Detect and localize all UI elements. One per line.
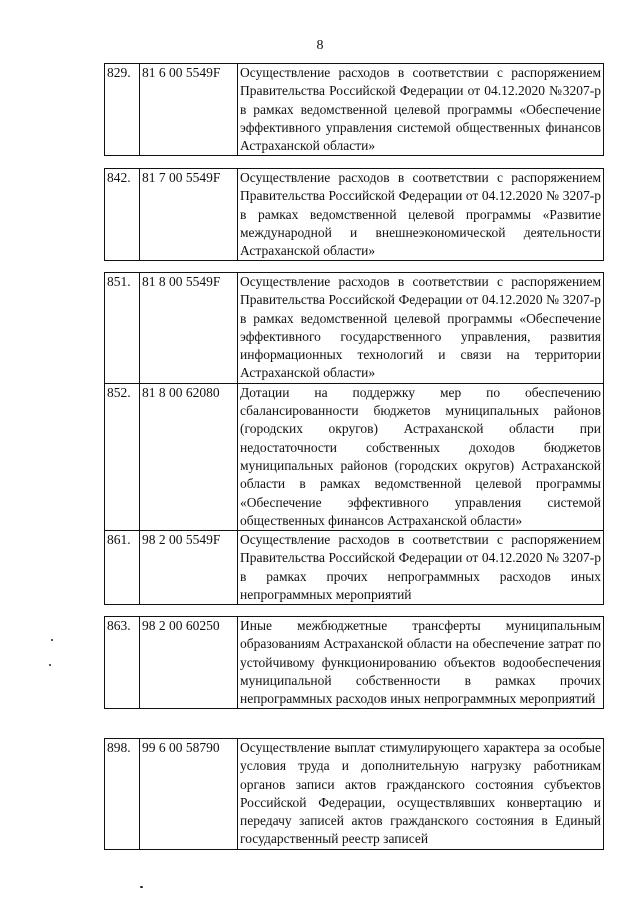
table-row xyxy=(105,617,604,709)
budget-table xyxy=(104,168,604,261)
budget-table xyxy=(104,530,604,605)
scan-speck xyxy=(49,664,51,666)
row-number: 852. xyxy=(105,383,140,530)
classification-code: 81 8 00 62080 xyxy=(140,383,238,530)
budget-table xyxy=(104,63,604,156)
row-number: 842. xyxy=(105,169,140,261)
page-number: 8 xyxy=(316,38,324,53)
table-row xyxy=(105,383,604,530)
row-number: 861. xyxy=(105,531,140,605)
budget-table xyxy=(104,738,604,850)
row-number: 863. xyxy=(105,617,140,709)
expense-description: Дотации на поддержку мер по обеспечению сбалансированности бюджетов муниципальных районов (городских округов) Астраханской области при недостаточности собственных доходов бюджетов муниципальных районов (городских округов) Астраханской области в рамках ведомственной целевой программы «Обеспечение эффективного управления системой общественных финансов Астраханской области» xyxy=(238,383,604,530)
classification-code: 98 2 00 5549F xyxy=(140,531,238,605)
expense-description: Осуществление расходов в соответствии с распоряжением Правительства Российской Федерации от 04.12.2020 № 3207-р в рамках ведомственной целевой программы «Обеспечение эффективного государственного управления, развития информационных технологий и связи на территории Астраханской области» xyxy=(238,273,604,384)
budget-table xyxy=(104,272,604,531)
classification-code: 81 8 00 5549F xyxy=(140,273,238,384)
budget-table xyxy=(104,616,604,709)
row-number: 851. xyxy=(105,273,140,384)
expense-description: Осуществление расходов в соответствии с распоряжением Правительства Российской Федерации от 04.12.2020 № 3207-р в рамках ведомственной целевой программы «Развитие международной и внешнеэкономической деятельности Астраханской области» xyxy=(238,169,604,261)
row-number: 829. xyxy=(105,64,140,156)
classification-code: 81 6 00 5549F xyxy=(140,64,238,156)
table-row xyxy=(105,739,604,850)
expense-description: Осуществление расходов в соответствии с распоряжением Правительства Российской Федерации от 04.12.2020 №3207-р в рамках ведомственной целевой программы «Обеспечение эффективного управления системой общественных финансов Астраханской области» xyxy=(238,64,604,156)
expense-description: Осуществление выплат стимулирующего характера за особые условия труда и дополнительную нагрузку работникам органов записи актов гражданского состояния субъектов Российской Федерации, осуществлявших конвертацию и передачу записей актов гражданского состояния в Единый государственный реестр записей xyxy=(238,739,604,850)
table-row xyxy=(105,273,604,384)
table-row xyxy=(105,169,604,261)
classification-code: 98 2 00 60250 xyxy=(140,617,238,709)
expense-description: Иные межбюджетные трансферты муниципальным образованиям Астраханской области на обеспечение затрат по устойчивому функционированию объектов водообеспечения муниципальной собственности в рамках прочих непрограммных расходов иных непрограммных мероприятий xyxy=(238,617,604,709)
classification-code: 99 6 00 58790 xyxy=(140,739,238,850)
classification-code: 81 7 00 5549F xyxy=(140,169,238,261)
scan-speck xyxy=(140,886,143,888)
scan-speck xyxy=(51,639,53,641)
table-row xyxy=(105,531,604,605)
table-row xyxy=(105,64,604,156)
row-number: 898. xyxy=(105,739,140,850)
expense-description: Осуществление расходов в соответствии с распоряжением Правительства Российской Федерации от 04.12.2020 № 3207-р в рамках прочих непрограммных расходов иных непрограммных мероприятий xyxy=(238,531,604,605)
